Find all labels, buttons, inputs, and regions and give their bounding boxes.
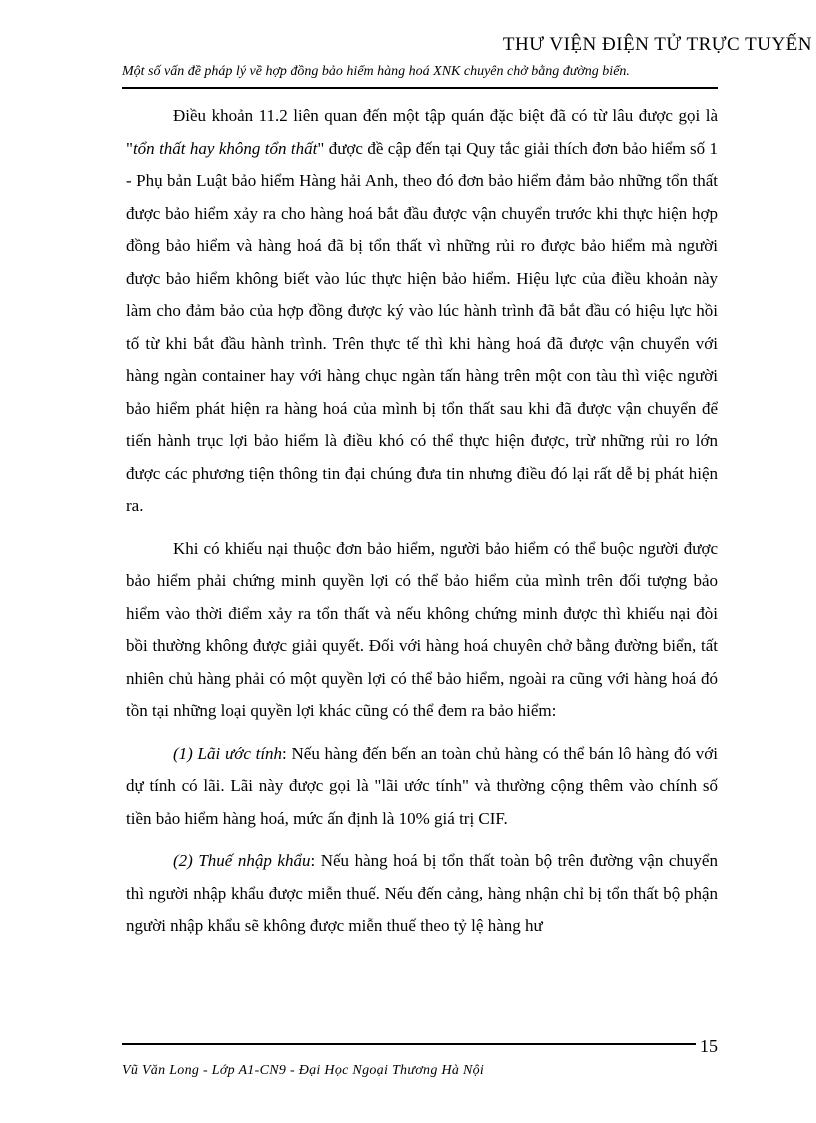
footer-divider [122,1043,696,1045]
paragraph-text: Điều khoản 11.2 liên quan đến một tập quán đặc biệt đã có từ lâu được gọi là " [126,106,718,158]
item-label: (1) Lãi ước tính [173,743,283,763]
document-body [126,100,718,953]
paragraph-item-1 [126,738,718,836]
paragraph-item-2 [126,845,718,943]
running-header-title: Một số vấn đề pháp lý về hợp đồng bảo hiểm hàng hoá XNK chuyên chở bằng đường biển. [122,64,630,79]
emphasis-term: tổn thất hay không tổn thất [132,138,318,158]
paragraph-claims [126,533,718,728]
item-label: (2) Thuế nhập khẩu [173,851,311,870]
paragraph-text: Khi có khiếu nại thuộc đơn bảo hiểm, người bảo hiểm có thể buộc người được bảo hiểm phải chứng minh quyền lợi có thể bảo hiểm của mình trên đối tượng bảo hiểm vào thời điểm xảy ra tổn thất và nếu không chứng minh được thì khiếu nại đòi bồi thường không được giải quyết. Đối với hàng hoá chuyên chở bằng đường biển, tất nhiên chủ hàng phải có một quyền lợi có thể bảo hiểm, ngoài ra cũng với hàng hoá đó tồn tại những loại quyền lợi khác cũng có thể đem ra bảo hiểm: [126,538,718,720]
paragraph-text: : Nếu hàng đến bến an toàn chủ hàng có thể bán lô hàng đó với dự tính có lãi. Lãi này được gọi là "lãi ước tính" và thường cộng thêm vào chính số tiền bảo hiểm hàng hoá, mức ấn định là 10% giá trị CIF. [126,743,718,828]
header-divider [122,87,718,89]
footer-author-line: Vũ Văn Long - Lớp A1-CN9 - Đại Học Ngoại Thương Hà Nội [122,1063,485,1078]
paragraph-text: : Nếu hàng hoá bị tổn thất toàn bộ trên đường vận chuyển thì người nhập khẩu được miễn thuế. Nếu đến cảng, hàng nhận chỉ bị tổn thất bộ phận người nhập khẩu sẽ không được miễn thuế theo tỷ lệ hàng hư [126,851,718,935]
page-number: 15 [700,1036,718,1056]
paragraph-text: " được đề cập đến tại Quy tắc giải thích đơn bảo hiểm số 1 - Phụ bản Luật bảo hiểm Hàng hải Anh, theo đó đơn bảo hiểm đảm bảo những tổn thất được bảo hiểm xảy ra cho hàng hoá bắt đầu được vận chuyển trước khi thực hiện hợp đồng bảo hiểm và hàng hoá đã bị tổn thất vì những rủi ro được bảo hiểm mà người được bảo hiểm không biết vào lúc thực hiện bảo hiểm. Hiệu lực của điều khoản này làm cho đảm bảo của hợp đồng được ký vào lúc hành trình đã bắt đầu có hiệu lực hồi tố từ khi bắt đầu hành trình. Trên thực tế thì khi hàng hoá đã được vận chuyển với hàng ngàn container hay với hàng chục ngàn tấn hàng trên một con tàu thì việc người bảo hiểm phát hiện ra hàng hoá của mình bị tổn thất sau khi đã được vận chuyển để tiến hành trục lợi bảo hiểm là điều khó có thể thực hiện được, trừ những rủi ro lớn được các phương tiện thông tin đại chúng đưa tin nhưng điều đó lại rất dễ bị phát hiện ra. [126,138,718,515]
library-watermark: THƯ VIỆN ĐIỆN TỬ TRỰC TUYẾN [502,34,812,55]
paragraph-clause-11-2 [126,100,718,523]
